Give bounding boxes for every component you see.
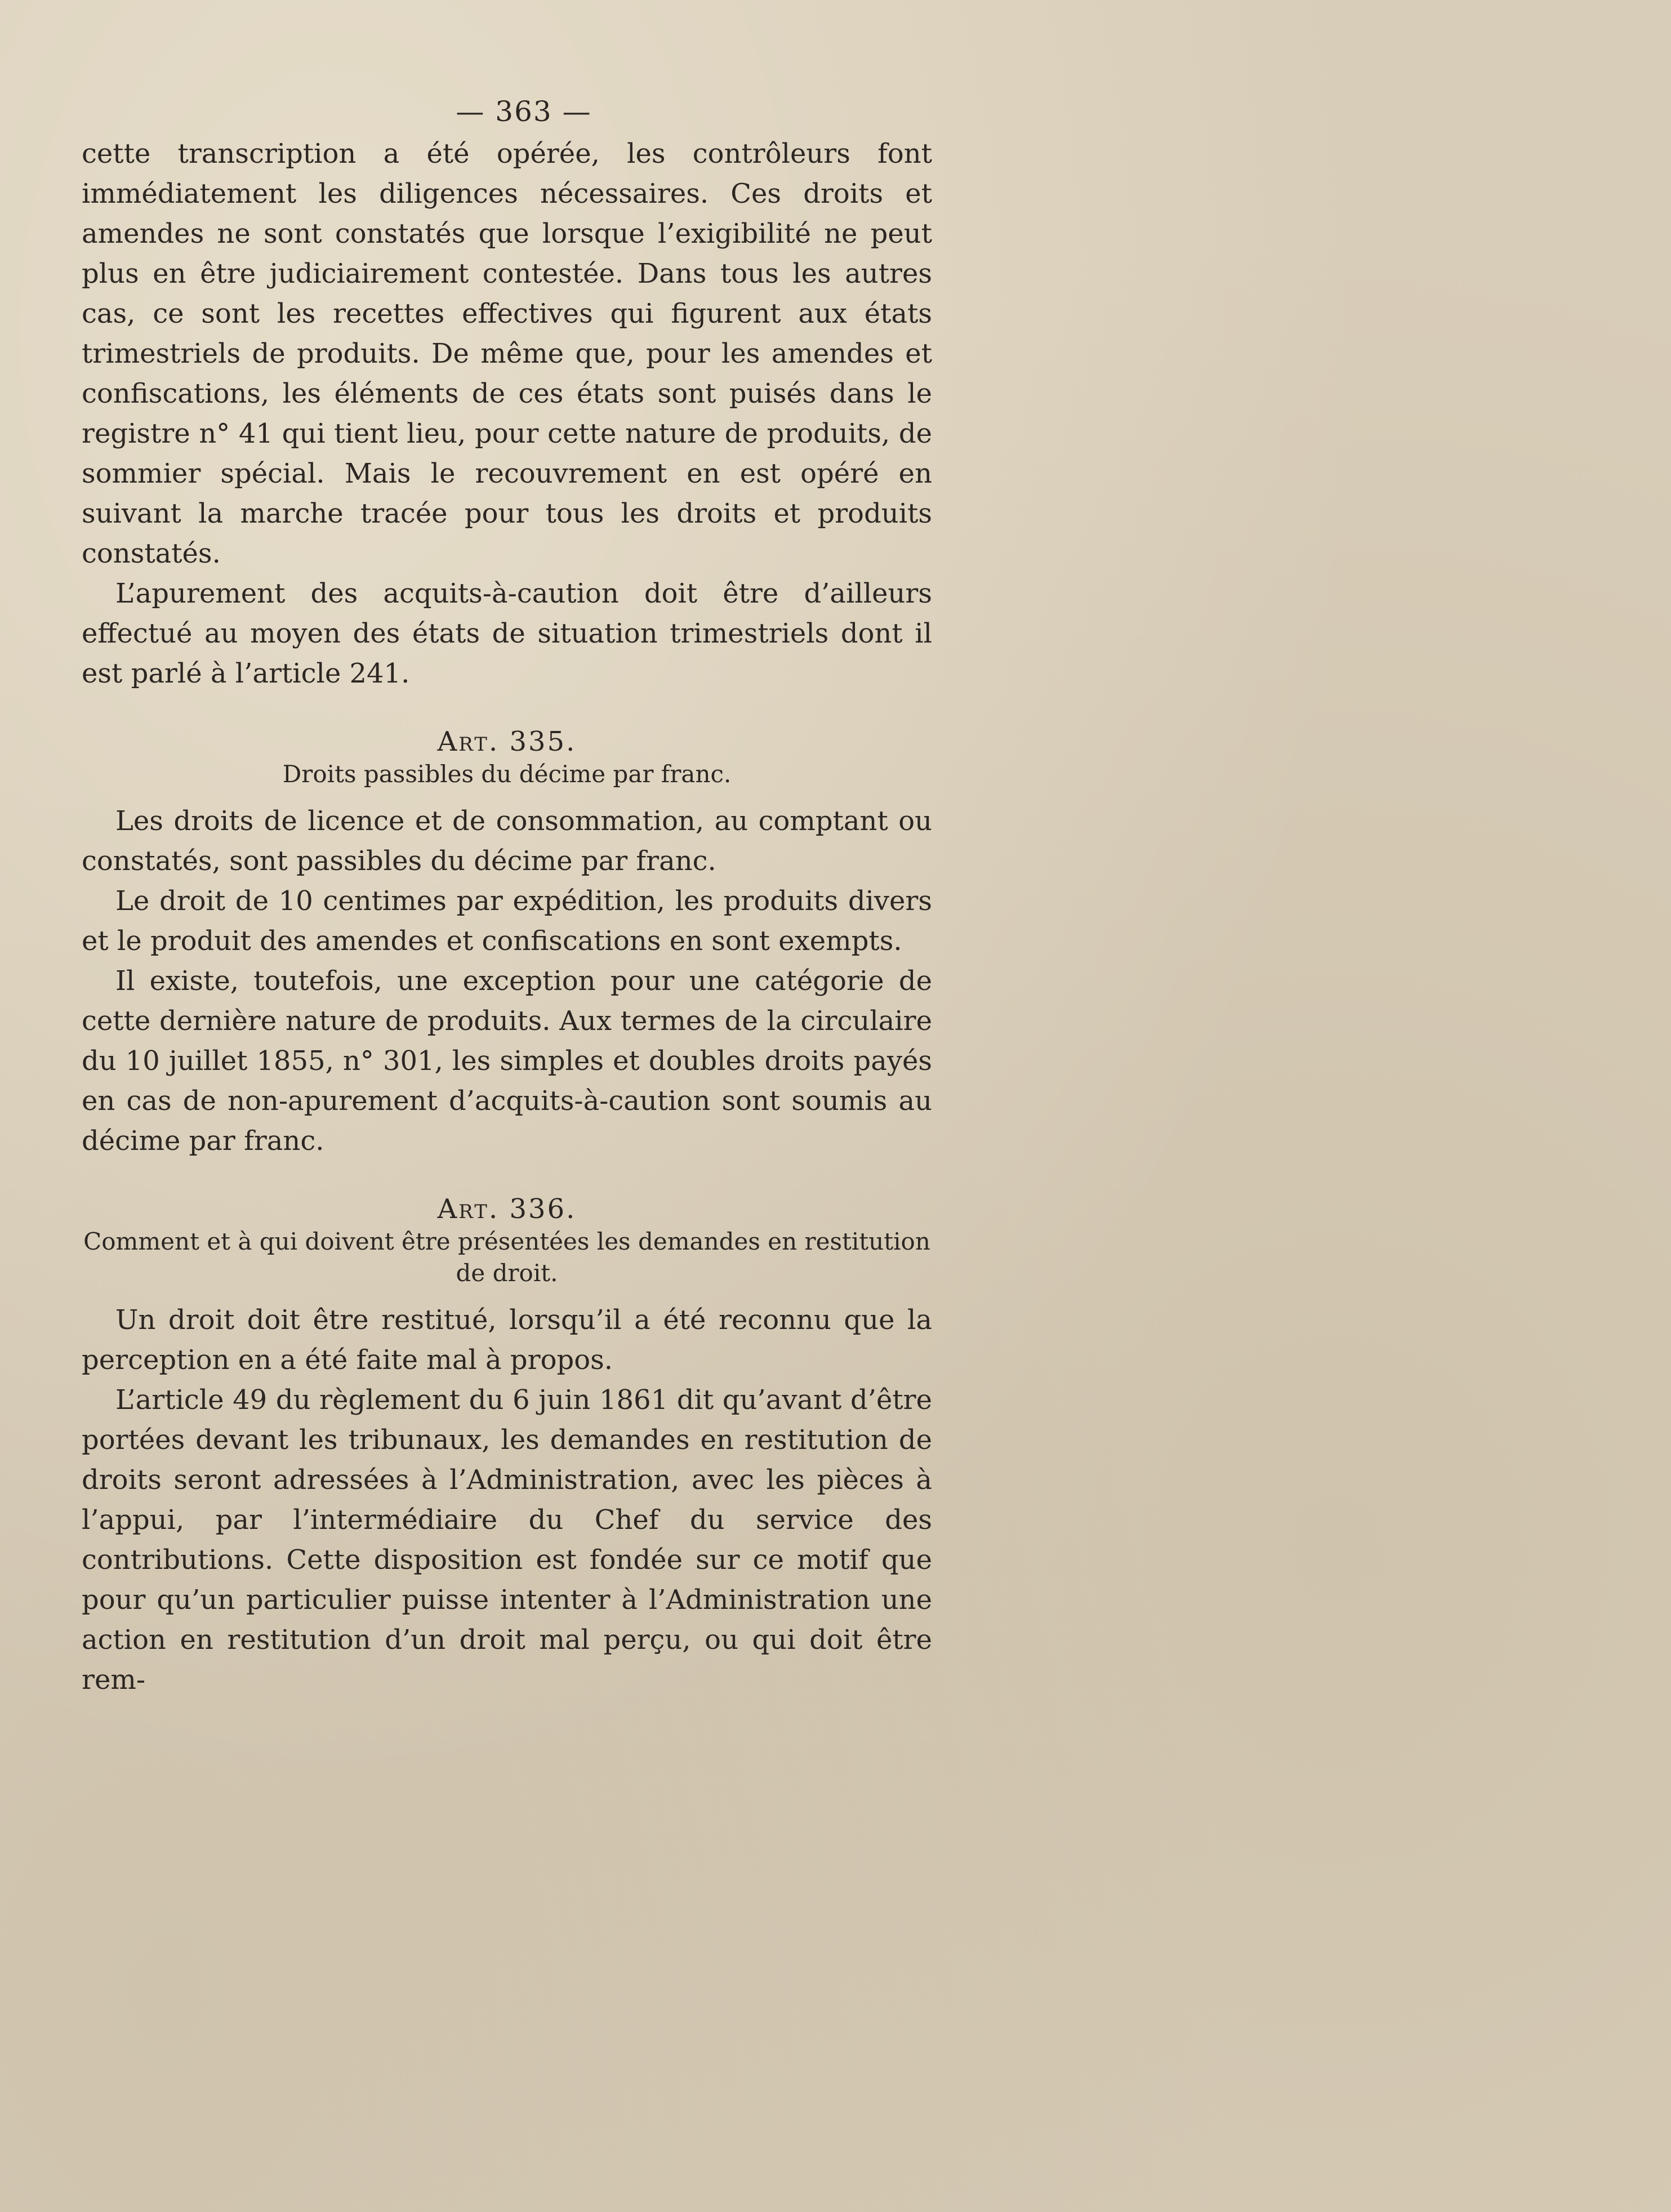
article-paragraph: L’article 49 du règlement du 6 juin 1861 dit qu’avant d’être portées devant les tribunaux, les demandes en restitution de droits seront adressées à l’Administration, avec les pièces à l’appui, par l’intermédiaire du Chef du service des contributions. Cette disposition est fondée sur ce motif que pour qu’un particulier puisse intenter à l’Administration une action en restitution d’un droit mal perçu, ou qui doit être rem-: [82, 1384, 932, 1696]
article-heading: [82, 1192, 932, 1226]
article-label: Art.: [437, 1193, 500, 1225]
article-paragraph: Il existe, toutefois, une exception pour une catégorie de cette dernière nature de produits. Aux termes de la circulaire du 10 juillet 1855, n° 301, les simples et doubles droits payés en cas de non-apurement d’acquits-à-caution sont soumis au décime par franc.: [82, 965, 932, 1157]
article-336: [82, 1192, 932, 1700]
article-paragraph: Le droit de 10 centimes par expédition, les produits divers et le produit des amendes et confiscations en sont exempts.: [82, 885, 932, 957]
article-number: 335.: [509, 726, 577, 757]
article-number: 336.: [509, 1193, 577, 1225]
article-subtitle: Droits passibles du décime par franc.: [282, 760, 732, 788]
intro-paragraph-2: L’apurement des acquits-à-caution doit être d’ailleurs effectué au moyen des états de situation trimestriels dont il est parlé à l’article 241.: [82, 578, 932, 689]
article-335: [82, 725, 932, 1161]
text-block: [82, 95, 932, 1700]
article-paragraph: Les droits de licence et de consommation, au comptant ou constatés, sont passibles du décime par franc.: [82, 805, 932, 877]
intro-paragraph-1: cette transcription a été opérée, les contrôleurs font immédiatement les diligences nécessaires. Ces droits et amendes ne sont constatés que lorsque l’exigibilité ne peut plus en être judiciairement contestée. Dans tous les autres cas, ce sont les recettes effectives qui figurent aux états trimestriels de produits. De même que, pour les amendes et confiscations, les éléments de ces états sont puisés dans le registre n° 41 qui tient lieu, pour cette nature de produits, de sommier spécial. Mais le recouvrement en est opéré en suivant la marche tracée pour tous les droits et produits constatés.: [82, 138, 932, 569]
article-heading: [82, 725, 932, 759]
article-label: Art.: [437, 726, 500, 757]
page-number: — 363 —: [456, 95, 592, 128]
article-subtitle: Comment et à qui doivent être présentées les demandes en restitution de droit.: [83, 1228, 930, 1287]
article-paragraph: Un droit doit être restitué, lorsqu’il a été reconnu que la perception en a été faite mal à propos.: [82, 1304, 932, 1376]
